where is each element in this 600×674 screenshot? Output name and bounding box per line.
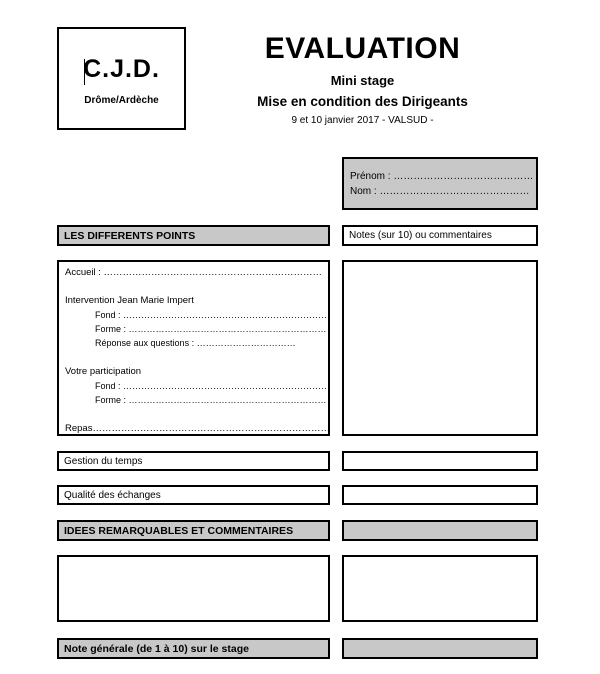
page-subtitle-2: Mise en condition des Dirigeants xyxy=(257,94,468,109)
ideas-box[interactable] xyxy=(57,555,330,622)
notes-header: Notes (sur 10) ou commentaires xyxy=(342,225,538,246)
gestion-note-box[interactable] xyxy=(342,451,538,471)
date-line: 9 et 10 janvier 2017 - VALSUD - xyxy=(291,115,434,126)
ideas-header: IDEES REMARQUABLES ET COMMENTAIRES xyxy=(57,520,330,541)
prenom-field[interactable]: Prénom : …………………………………… xyxy=(350,171,534,182)
logo-region: Drôme/Ardèche xyxy=(84,95,159,106)
repas-line: Repas………………………………………………………………… xyxy=(65,423,330,434)
participation-label: Votre participation xyxy=(65,366,142,377)
cjd-logo xyxy=(57,27,186,130)
points-header: LES DIFFERENTS POINTS xyxy=(57,225,330,246)
accueil-line: Accueil : …………………………………………………………… xyxy=(65,267,323,278)
fond-line: Fond : …………………………………………………………… xyxy=(95,310,331,320)
identity-box[interactable] xyxy=(342,157,538,210)
reponse-line: Réponse aux questions : …………………………… xyxy=(95,338,296,348)
page-subtitle: Mini stage xyxy=(330,73,395,88)
forme-line: Forme : ………………………………………………………… xyxy=(95,324,327,334)
page-title: EVALUATION xyxy=(264,32,461,65)
points-box[interactable] xyxy=(57,260,330,436)
general-note-box[interactable] xyxy=(342,638,538,659)
qualite-row: Qualité des échanges xyxy=(57,485,330,505)
logo-name: C.J.D. xyxy=(83,55,160,83)
qualite-note-box[interactable] xyxy=(342,485,538,505)
ideas-notes-box[interactable] xyxy=(342,555,538,622)
forme2-line: Forme : ………………………………………………………… xyxy=(95,395,327,405)
fond2-line: Fond : …………………………………………………………… xyxy=(95,381,331,391)
intervention-label: Intervention Jean Marie Impert xyxy=(65,295,194,306)
nom-field[interactable]: Nom : ……………………………………… xyxy=(350,186,530,197)
ideas-header-right xyxy=(342,520,538,541)
points-notes-box[interactable] xyxy=(342,260,538,436)
general-note-label: Note générale (de 1 à 10) sur le stage xyxy=(57,638,330,659)
gestion-row: Gestion du temps xyxy=(57,451,330,471)
